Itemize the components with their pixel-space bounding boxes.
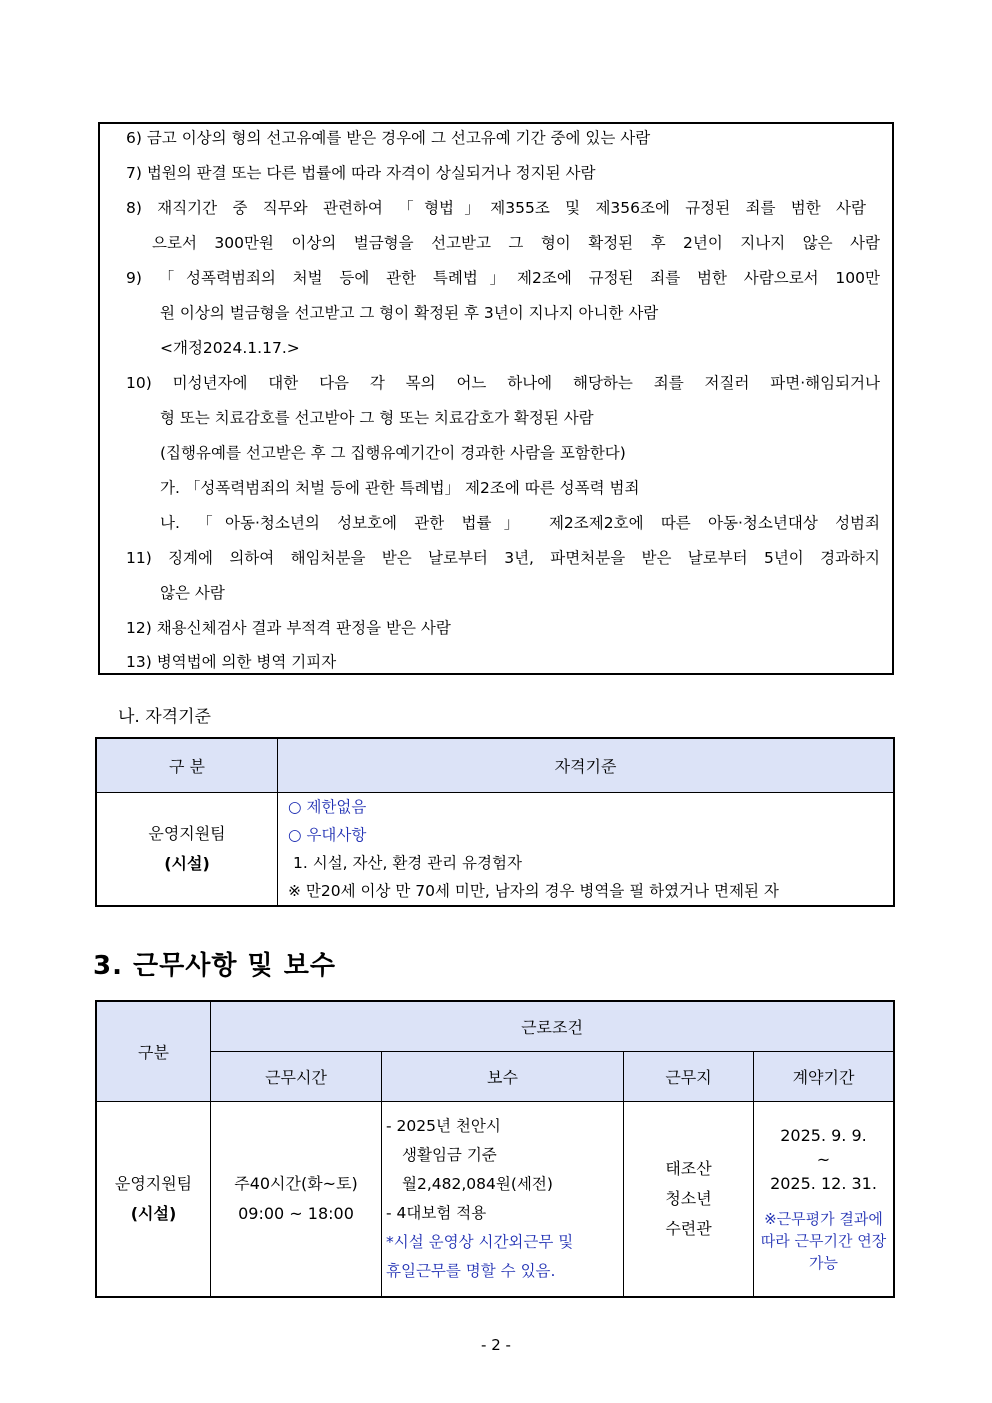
work-team-cell xyxy=(96,1101,211,1297)
section3-title: 3. 근무사항 및 보수 xyxy=(93,951,336,981)
qualification-criteria-cell xyxy=(278,792,895,906)
list-line: 7) 법원의 판결 또는 다른 법률에 따라 자격이 상실되거나 정지된 사람 xyxy=(126,164,596,182)
work-location-line3: 수련관 xyxy=(665,1218,712,1238)
work-pay-insurance: - 4대보험 적용 xyxy=(386,1203,487,1222)
qualification-col-category: 구 분 xyxy=(96,738,278,792)
work-pay-cell xyxy=(382,1101,624,1297)
work-pay-note2: 휴일근무를 명할 수 있음. xyxy=(386,1261,556,1280)
list-line: (집행유예를 선고받은 후 그 집행유예기간이 경과한 사람을 포함한다) xyxy=(160,444,626,462)
work-team-sub: (시설) xyxy=(130,1203,177,1223)
work-hours-time: 09:00 ~ 18:00 xyxy=(238,1203,354,1223)
work-hours-cell xyxy=(211,1101,382,1297)
list-line: <개정2024.1.17.> xyxy=(160,339,300,357)
qualification-team-cell xyxy=(96,792,278,906)
work-location-cell xyxy=(624,1101,754,1297)
list-line: 9) 「성폭력범죄의 처벌 등에 관한 특례법」제2조에 규정된 죄를 범한 사람으로서 100만 xyxy=(126,269,880,287)
list-line: 12) 채용신체검사 결과 부적격 판정을 받은 사람 xyxy=(126,619,451,637)
work-col-pay: 보수 xyxy=(382,1051,624,1101)
work-col-hours: 근무시간 xyxy=(211,1051,382,1101)
qualification-table xyxy=(95,737,895,907)
qualification-preference-1: 1. 시설, 자산, 환경 관리 유경험자 xyxy=(293,853,522,872)
qualification-age-note: ※ 만20세 이상 만 70세 미만, 남자의 경우 병역을 필 하였거나 면제된 자 xyxy=(288,881,779,900)
list-line: 6) 금고 이상의 형의 선고유예를 받은 경우에 그 선고유예 기간 중에 있는 사람 xyxy=(126,129,651,147)
qualification-heading: 나. 자격기준 xyxy=(118,707,211,727)
work-conditions-table xyxy=(95,1000,895,1298)
work-contract-cell xyxy=(754,1101,895,1297)
work-team: 운영지원팀 xyxy=(114,1173,193,1193)
work-col-contract: 계약기간 xyxy=(754,1051,895,1101)
list-line: 으로서 300만원 이상의 벌금형을 선고받고 그 형이 확정된 후 2년이 지나지 않은 사람 xyxy=(152,234,880,252)
list-line: 않은 사람 xyxy=(160,584,225,602)
qualification-col-criteria: 자격기준 xyxy=(278,738,895,792)
list-line: 나. 「아동·청소년의 성보호에 관한 법률」 제2조제2호에 따른 아동·청소년대상 성범죄 xyxy=(160,514,880,532)
list-line: 형 또는 치료감호를 선고받아 그 형 또는 치료감호가 확정된 사람 xyxy=(160,409,594,427)
work-contract-sep: ~ xyxy=(816,1149,831,1169)
qualification-no-limit: ○ 제한없음 xyxy=(288,797,367,816)
work-contract-start: 2025. 9. 9. xyxy=(780,1125,867,1145)
qualification-team: 운영지원팀 xyxy=(148,823,226,843)
list-line: 10) 미성년자에 대한 다음 각 목의 어느 하나에 해당하는 죄를 저질러 파면·해임되거나 xyxy=(126,374,880,392)
work-location-line2: 청소년 xyxy=(665,1188,712,1208)
work-col-location: 근무지 xyxy=(624,1051,754,1101)
work-location-line1: 태조산 xyxy=(665,1158,712,1178)
work-pay-amount: 월2,482,084원(세전) xyxy=(402,1174,553,1193)
work-col-category: 구분 xyxy=(96,1001,211,1101)
list-line: 11) 징계에 의하여 해임처분을 받은 날로부터 3년, 파면처분을 받은 날로부터 5년이 경과하지 xyxy=(126,549,880,567)
list-line: 8) 재직기간 중 직무와 관련하여 「형법」제355조 및 제356조에 규정된 죄를 범한 사람 xyxy=(126,199,866,217)
qualification-preference: ○ 우대사항 xyxy=(288,825,367,844)
work-hours-week: 주40시간(화~토) xyxy=(234,1173,358,1193)
work-pay-line1: - 2025년 천안시 xyxy=(386,1116,501,1135)
work-contract-end: 2025. 12. 31. xyxy=(770,1173,877,1193)
list-line: 원 이상의 벌금형을 선고받고 그 형이 확정된 후 3년이 지나지 아니한 사람 xyxy=(160,304,659,322)
work-pay-note1: *시설 운영상 시간외근무 및 xyxy=(386,1232,574,1251)
page-number: - 2 - xyxy=(481,1336,511,1354)
list-line: 13) 병역법에 의한 병역 기피자 xyxy=(126,653,337,671)
list-line: 가. 「성폭력범죄의 처벌 등에 관한 특례법」 제2조에 따른 성폭력 범죄 xyxy=(160,479,640,497)
work-col-conditions: 근로조건 xyxy=(211,1001,895,1051)
work-contract-note: ※근무평가 결과에 따라 근무기간 연장 가능 xyxy=(760,1209,887,1272)
work-pay-line2: 생활임금 기준 xyxy=(402,1145,497,1164)
qualification-team-sub: (시설) xyxy=(164,853,210,873)
